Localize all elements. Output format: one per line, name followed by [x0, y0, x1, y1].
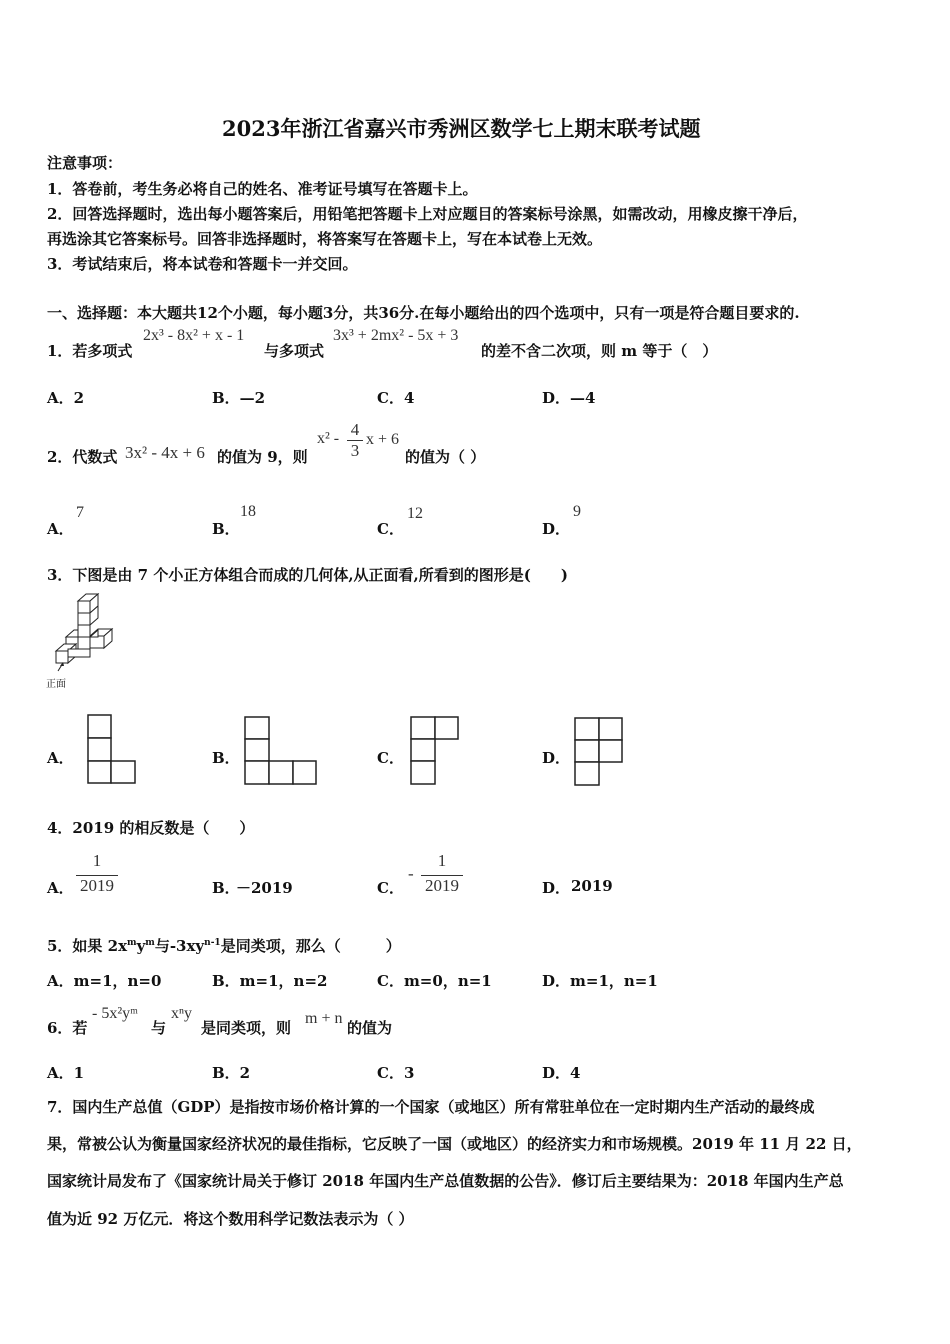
q6-text-4: 的值为 — [347, 1019, 393, 1037]
q6-option-a: A．1 — [47, 1064, 85, 1082]
q2-option-c-label: C． — [377, 520, 404, 538]
q5-option-d: D．m=1，n=1 — [542, 972, 658, 990]
q1-text-2: 与多项式 — [264, 342, 325, 360]
q1-expr-1: 2x³ - 8x² + x - 1 — [143, 327, 245, 344]
q2-text-2: 的值为 9，则 — [217, 448, 308, 466]
q2-fraction-numerator: 4 — [350, 420, 360, 439]
q2-option-a-label: A． — [47, 520, 74, 538]
q5-option-b: B．m=1，n=2 — [212, 972, 328, 990]
q2-text-3: 的值为（ ） — [405, 448, 486, 466]
q2-option-c-value: 12 — [407, 505, 423, 522]
q6-option-b: B．2 — [212, 1064, 251, 1082]
q4-option-c-sign: - — [408, 864, 414, 883]
q6-text-1: 6．若 — [47, 1019, 88, 1037]
q4-option-c-denominator: 2019 — [425, 876, 459, 895]
notice-item: 1．答卷前，考生务必将自己的姓名、准考证号填写在答题卡上。 — [47, 180, 478, 198]
q3-option-d-label: D． — [542, 749, 571, 767]
q6-expr-2: xⁿy — [171, 1005, 193, 1022]
q4-option-a-numerator: 1 — [92, 851, 102, 870]
q4-option-b-label: B． — [212, 879, 240, 897]
q3-option-b-figure — [243, 715, 319, 787]
q2-fraction — [347, 420, 363, 461]
q4-option-a-fraction — [76, 851, 118, 896]
notice-item: 再选涂其它答案标号。回答非选择题时，将答案写在答题卡上，写在本试卷上无效。 — [47, 230, 603, 248]
q5-text: 5．如果 $2x^my^m$与$-3xy^{n-1}$是同类项，那么（ ） — [47, 937, 401, 955]
q1-text-1: 1．若多项式 — [47, 342, 133, 360]
q1-option-d: D．—4 — [542, 389, 596, 407]
q3-front-label: 正面 — [46, 679, 66, 690]
q4-option-b-value: －2019 — [236, 879, 293, 897]
q2-option-d-label: D． — [542, 520, 571, 538]
q2-expr-2-suffix: x + 6 — [366, 431, 400, 448]
q3-option-c-label: C． — [377, 749, 404, 767]
q7-line: 果，常被公认为衡量国家经济状况的最佳指标，它反映了一国（或地区）的经济实力和市场规模。2019 年 11 月 22 日， — [47, 1135, 862, 1153]
notice-item: 3．考试结束后，将本试卷和答题卡一并交回。 — [47, 255, 358, 273]
q2-option-b-value: 18 — [240, 503, 256, 520]
q3-option-a-figure — [86, 713, 138, 785]
page-title: 2023年浙江省嘉兴市秀洲区数学七上期末联考试题 — [222, 116, 701, 141]
q4-option-d-value: 2019 — [571, 877, 613, 895]
section-heading: 一、选择题：本大题共12个小题，每小题3分，共36分.在每小题给出的四个选项中，只有一项是符合题目要求的. — [47, 304, 800, 322]
q4-option-c-numerator: 1 — [437, 851, 447, 870]
q6-text-2: 与 — [151, 1019, 167, 1037]
q5-option-a: A．m=1，n=0 — [47, 972, 162, 990]
q2-text-1: 2．代数式 — [47, 448, 118, 466]
q3-option-a-label: A． — [47, 749, 74, 767]
q2-expr-2-prefix: x² - — [317, 430, 340, 447]
q7-line: 7．国内生产总值（GDP）是指按市场价格计算的一个国家（或地区）所有常驻单位在一定时期内生产活动的最终成 — [47, 1098, 815, 1116]
q2-fraction-denominator: 3 — [350, 441, 360, 460]
q2-option-b-label: B． — [212, 520, 240, 538]
q3-option-b-label: B． — [212, 749, 240, 767]
q6-option-d: D．4 — [542, 1064, 581, 1082]
q2-option-d-value: 9 — [573, 503, 581, 520]
q1-expr-2: 3x³ + 2mx² - 5x + 3 — [333, 327, 459, 344]
q4-option-a-label: A． — [47, 879, 74, 897]
q7-line: 国家统计局发布了《国家统计局关于修订 2018 年国内生产总值数据的公告》．修订后主要结果为：2018 年国内生产总 — [47, 1172, 844, 1190]
q3-option-c-figure — [409, 715, 461, 787]
notice-item: 2．回答选择题时，选出每小题答案后，用铅笔把答题卡上对应题目的答案标号涂黑，如需改动，用橡皮擦干净后， — [47, 205, 808, 223]
q2-option-a-value: 7 — [76, 504, 84, 521]
q1-option-b: B．—2 — [212, 389, 266, 407]
q4-text: 4．2019 的相反数是（ ） — [47, 819, 255, 837]
q4-option-c-label: C． — [377, 879, 404, 897]
q6-expr-1: - 5x²yᵐ — [92, 1005, 138, 1022]
q4-option-d-label: D． — [542, 879, 571, 897]
q2-expr-1: 3x² - 4x + 6 — [125, 443, 205, 462]
q4-option-a-denominator: 2019 — [80, 876, 114, 895]
q7-line: 值为近 92 万亿元．将这个数用科学记数法表示为（ ） — [47, 1210, 414, 1228]
q3-text: 3．下图是由 7 个小正方体组合而成的几何体,从正面看,所看到的图形是( ) — [47, 566, 568, 584]
q4-option-c-fraction — [421, 851, 463, 896]
q1-option-c: C．4 — [377, 389, 415, 407]
q1-option-a: A．2 — [47, 389, 85, 407]
q3-option-d-figure — [573, 716, 625, 788]
q6-option-c: C．3 — [377, 1064, 415, 1082]
notice-heading: 注意事项： — [47, 154, 123, 172]
q6-text-3: 是同类项，则 — [201, 1019, 292, 1037]
q5-option-c: C．m=0，n=1 — [377, 972, 492, 990]
q1-text-3: 的差不含二次项，则 m 等于（ ） — [481, 342, 718, 360]
q6-expr-3: m + n — [305, 1010, 343, 1027]
